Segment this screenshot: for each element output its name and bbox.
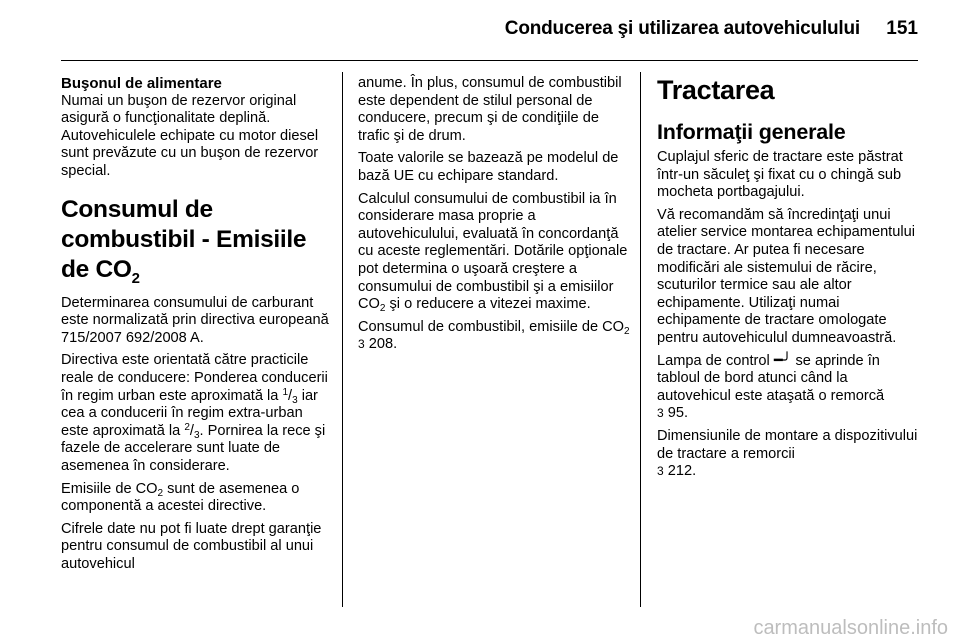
p2-text-c: . Pornirea la rece şi fazele de accelerare sunt luate de asemenea în considerare. (61, 422, 326, 474)
consumption-paragraph-3 (61, 481, 331, 516)
fuel-cap-heading: Buşonul de alimentare (61, 75, 222, 92)
p2-text-a: Directiva este orientată către practicile reale de conducere: Ponderea conducerii în regim urban este aproximată la (61, 352, 328, 404)
consumption-paragraph-1: Determinarea consumului de carburant este normalizată prin directiva europeană 715/2007 692/2008 A. (61, 294, 329, 346)
column-1 (61, 75, 331, 578)
towing-paragraph-2: Vă recomandăm să încredinţaţi unui atelier service montarea echipamentului de tractare. Ar putea fi necesare modificări ale sistemului de răcire, scuturilor termice sau ale altor echipamente. Utilizaţi numai echipamente de tractare omologate pentru autovehiculul dumneavoastră. (657, 206, 915, 346)
running-title: Conducerea şi utilizarea autovehiculului (504, 18, 860, 39)
page-reference-icon: 3 (657, 406, 664, 421)
page-reference-link[interactable]: 95. (667, 405, 689, 422)
towing-heading: Tractarea (657, 75, 775, 105)
towing-paragraph-4 (657, 428, 921, 481)
co2-subscript: 2 (157, 487, 164, 499)
page-reference-icon: 3 (657, 464, 664, 479)
column-2 (358, 75, 630, 359)
p3-text-a: Emisiile de CO (61, 480, 158, 497)
col2-paragraph-1: anume. În plus, consumul de combustibil este dependent de stilul personal de conducere, precum şi de condiţiile de trafic şi de drum. (358, 75, 622, 144)
col2-p3-text-a: Calculul consumului de combustibil ia în considerare masa proprie a autovehiculului, evaluată în concordanţă cu aceste reglementări. Dotările opţionale pot determina o uşoară creştere a consumului de combustibil şi a emisiilor CO (358, 190, 628, 313)
consumption-heading (61, 195, 331, 285)
towing-p3-text-a: Lampa de control (657, 352, 770, 369)
p3-text-b: sunt de asemenea o componentă a acestei directive. (61, 480, 300, 515)
towing-p3-text-b: se aprinde în tabloul de bord atunci când la autovehicul este ataşată o remorcă (657, 352, 885, 404)
page-number: 151 (886, 18, 918, 39)
consumption-heading-text: Consumul de combustibil - Emisiile de CO (61, 195, 307, 283)
co2-subscript: 2 (624, 325, 630, 337)
fraction-1-denominator: 3 (292, 394, 298, 406)
fraction-1-numerator: 1 (282, 386, 289, 398)
towing-paragraph-1: Cuplajul sferic de tractare este păstrat într-un săculeţ şi fixat cu o chingă sub mocheta portbagajului. (657, 149, 903, 201)
p2-text-b: iar cea a conducerii în regim extra-urban este aproximată la (61, 387, 318, 439)
page-reference-icon: 3 (358, 337, 365, 352)
towing-p4-text: Dimensiunile de montare a dispozitivului de tractare a remorcii (657, 427, 918, 462)
col2-paragraph-3 (358, 191, 630, 314)
fraction-2-numerator: 2 (184, 421, 190, 433)
page-reference-link[interactable]: 212. (667, 463, 697, 480)
consumption-heading-subscript: 2 (131, 269, 140, 287)
page-header (0, 10, 960, 50)
page-reference-link[interactable]: 208. (368, 336, 398, 353)
consumption-paragraph-4: Cifrele date nu pot fi luate drept garanţie pentru consumul de combustibil al unui autovehicul (61, 520, 322, 572)
column-divider-1 (342, 72, 343, 607)
col2-p4-text: Consumul de combustibil, emisiile de CO (358, 318, 625, 335)
header-divider (61, 60, 918, 61)
watermark: carmanualsonline.info (753, 617, 948, 640)
col2-paragraph-4 (358, 319, 630, 354)
fuel-cap-paragraph: Numai un buşon de rezervor original asigură o funcţionalitate deplină. Autovehiculele echipate cu motor diesel sunt prevăzute cu un buşon de rezervor special. (61, 92, 319, 179)
fraction-2-denominator: 3 (193, 429, 200, 441)
col2-p3-text-b: şi o reducere a vitezei maxime. (385, 296, 591, 313)
general-info-heading: Informaţii generale (657, 120, 846, 144)
consumption-paragraph-2: Directiva este orientată către practicile reale de conducere: Ponderea conducerii în regim urban este aproximată la $^1/_3$ iar cea a conducerii în regim extra-urban este aproximată la $^2/_3$. Pornirea la rece şi fazele de accelerare sunt luate de asemenea în considerare. (61, 352, 328, 474)
column-3 (657, 75, 921, 486)
towing-paragraph-3 (657, 353, 921, 423)
col2-paragraph-2: Toate valorile se bazează pe modelul de bază UE cu echipare standard. (358, 150, 619, 184)
column-divider-2 (640, 72, 641, 607)
co2-subscript: 2 (379, 303, 386, 315)
trailer-tow-icon: ━╯ (773, 352, 792, 369)
